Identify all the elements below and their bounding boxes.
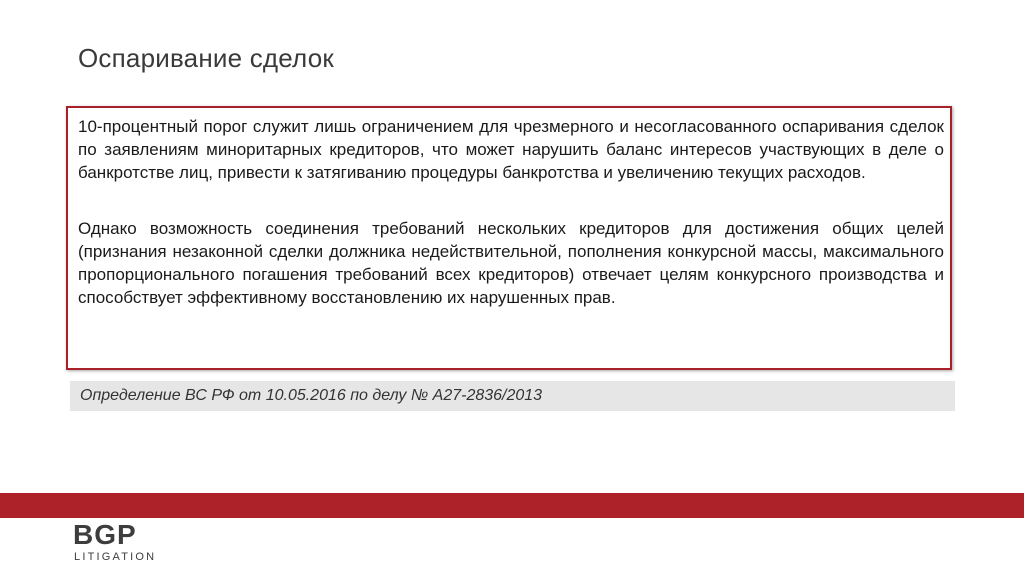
citation-bar — [70, 381, 955, 411]
logo-main-text: BGP — [73, 519, 137, 550]
footer-stripe — [0, 493, 1024, 518]
paragraph-threshold: 10-процентный порог служит лишь ограничением для чрезмерного и несогласованного оспаривания сделок по заявлениям миноритарных кредиторов, что может нарушить баланс интересов участвующих в деле о банкротстве лиц, привести к затягиванию процедуры банкротства и увеличению текущих расходов. — [78, 117, 944, 182]
paragraph-creditors: Однако возможность соединения требований нескольких кредиторов для достижения общих целей (признания незаконной сделки должника недействительной, пополнения конкурсной массы, максимального пропорционального погашения требований всех кредиторов) отвечает целям конкурсного производства и способствует эффективному восстановлению их нарушенных прав. — [78, 219, 944, 307]
bgp-logo — [73, 521, 173, 569]
logo-sub-text: LITIGATION — [74, 551, 157, 563]
slide-title: Оспаривание сделок — [78, 43, 334, 73]
content-box — [66, 106, 952, 370]
citation-text: Определение ВС РФ от 10.05.2016 по делу № А27-2836/2013 — [80, 387, 543, 404]
